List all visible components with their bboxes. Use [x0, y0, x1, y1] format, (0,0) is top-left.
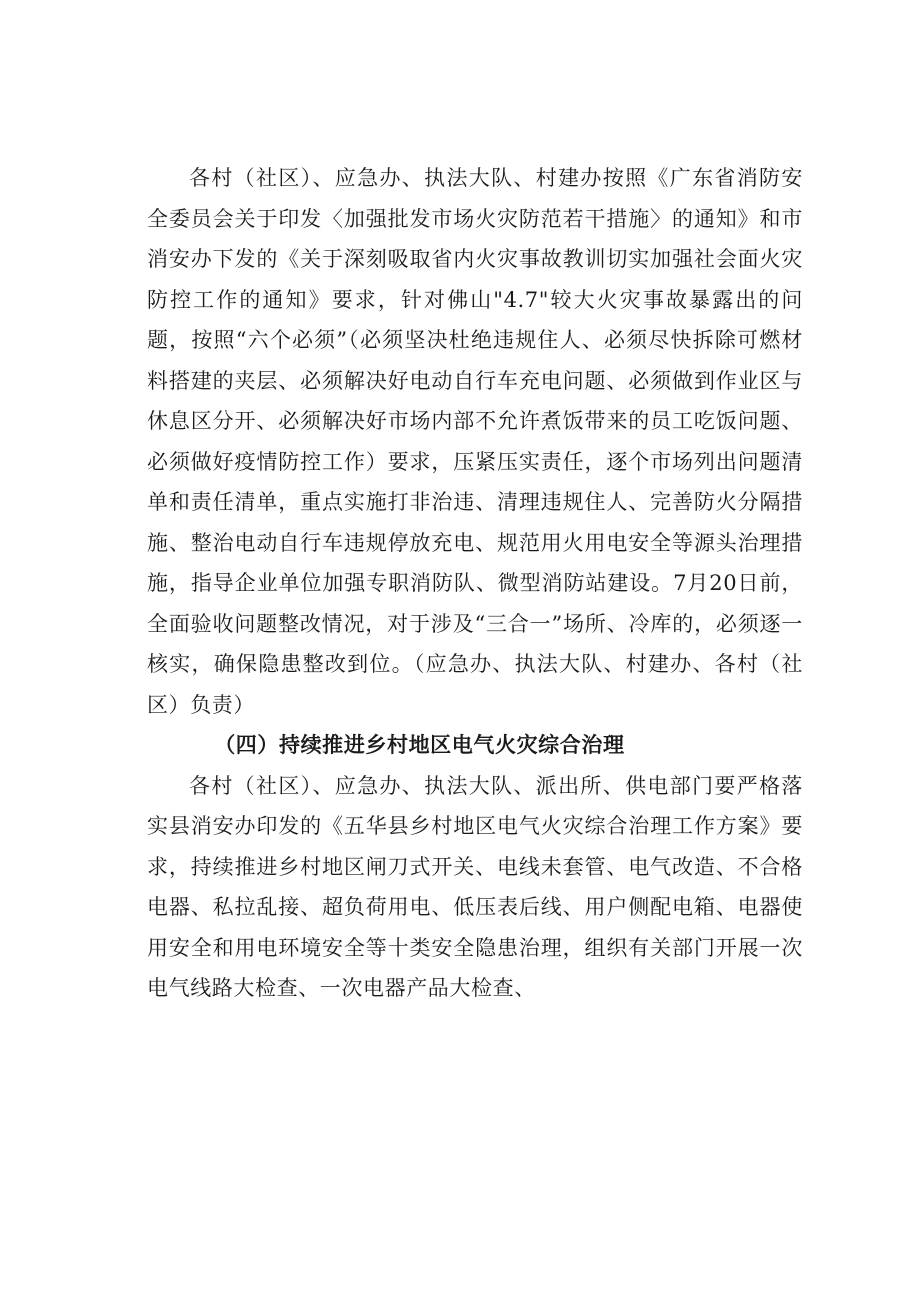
document-page [147, 158, 803, 1009]
body-paragraph-2: 各村（社区）、应急办、执法大队、派出所、供电部门要严格落实县消安办印发的《五华县乡村地区电气火灾综合治理工作方案》要求，持续推进乡村地区闸刀式开关、电线未套管、电气改造、不合格电器、私拉乱接、超负荷用电、低压表后线、用户侧配电箱、电器使用安全和用电环境安全等十类安全隐患治理，组织有关部门开展一次电气线路大检查、一次电器产品大检查、 [147, 773, 803, 1000]
body-paragraph-1: 各村（社区）、应急办、执法大队、村建办按照《广东省消防安全委员会关于印发〈加强批发市场火灾防范若干措施〉的通知》和市消安办下发的《关于深刻吸取省内火灾事故教训切实加强社会面火灾防控工作的通知》要求，针对佛山"4.7"较大火灾事故暴露出的问题，按照“六个必须”（必须坚决杜绝违规住人、必须尽快拆除可燃材料搭建的夹层、必须解决好电动自行车充电问题、必须做到作业区与休息区分开、必须解决好市场内部不允许煮饭带来的员工吃饭问题、必须做好疫情防控工作）要求，压紧压实责任，逐个市场列出问题清单和责任清单，重点实施打非治违、清理违规住人、完善防火分隔措施、整治电动自行车违规停放充电、规范用火用电安全等源头治理措施，指导企业单位加强专职消防队、微型消防站建设。7月20日前，全面验收问题整改情况，对于涉及“三合一”场所、冷库的，必须逐一核实，确保隐患整改到位。（应急办、执法大队、村建办、各村（社区）负责） [147, 166, 803, 717]
section-heading-4: （四）持续推进乡村地区电气火灾综合治理 [214, 733, 625, 757]
